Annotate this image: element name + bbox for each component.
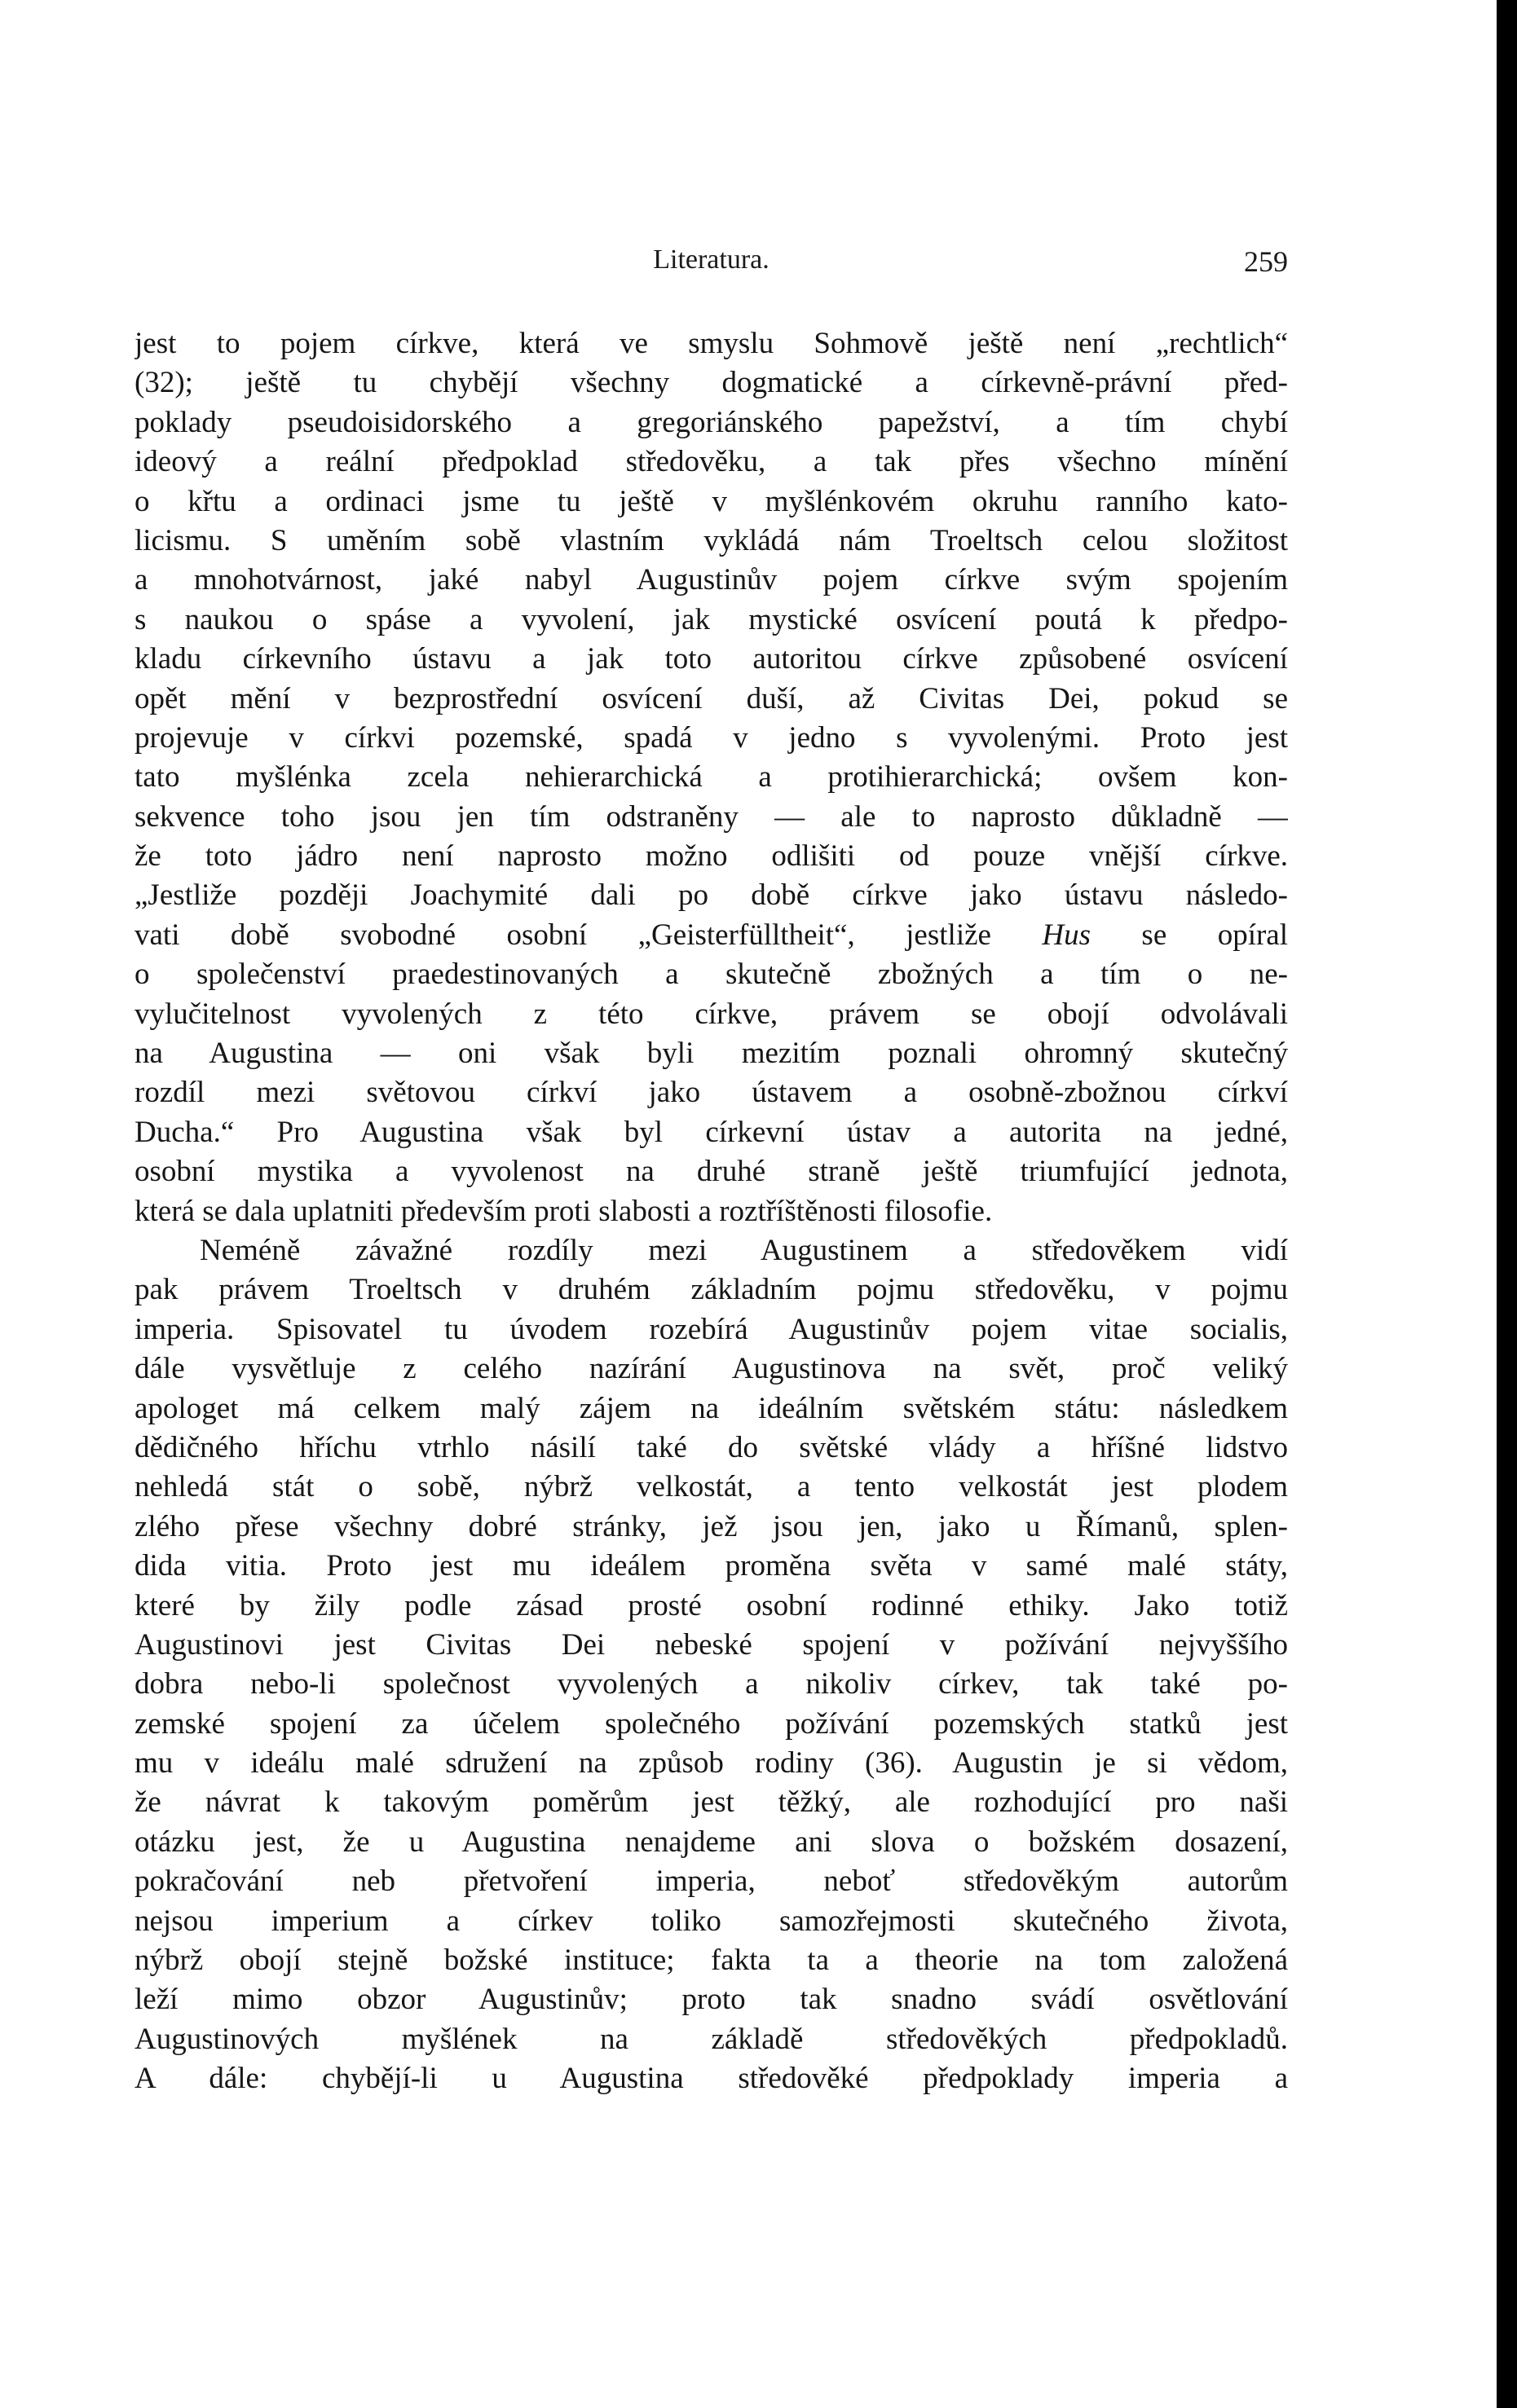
- text-line: a mnohotvárnost, jaké nabyl Augustinův pojem církve svým spojením: [135, 563, 1288, 597]
- running-title: Literatura.: [653, 244, 770, 275]
- text-line: o křtu a ordinaci jsme tu ještě v myšlénkovém okruhu ranního kato-: [135, 484, 1288, 518]
- text-line: (32); ještě tu chybějí všechny dogmatické a církevně-právní před-: [135, 366, 1288, 400]
- text-line: Ducha.“ Pro Augustina však byl církevní ústav a autorita na jedné,: [135, 1115, 1288, 1149]
- text-line: „Jestliže později Joachymité dali po době církve jako ústavu následo-: [135, 878, 1288, 913]
- text-line: mu v ideálu malé sdružení na způsob rodiny (36). Augustin je si vědom,: [135, 1746, 1288, 1781]
- text-line: nehledá stát o sobě, nýbrž velkostát, a tento velkostát jest plodem: [135, 1470, 1288, 1504]
- text-line: tato myšlénka zcela nehierarchická a protihierarchická; ovšem kon-: [135, 760, 1288, 795]
- text-line: dědičného hříchu vtrhlo násilí také do světské vlády a hříšné lidstvo: [135, 1430, 1288, 1464]
- text-line: nejsou imperium a církev toliko samozřejmosti skutečného života,: [135, 1904, 1288, 1938]
- text-line: dobra nebo-li společnost vyvolených a nikoliv církev, tak také po-: [135, 1667, 1288, 1701]
- text-line: vati době svobodné osobní „Geisterfülltheit“, jestliže Hus se opíral: [135, 918, 1288, 952]
- text-line: licismu. S uměním sobě vlastním vykládá nám Troeltsch celou složitost: [135, 523, 1288, 557]
- text-line: osobní mystika a vyvolenost na druhé straně ještě triumfující jednota,: [135, 1155, 1288, 1189]
- page-header: [135, 244, 1288, 277]
- text-line: které by žily podle zásad prosté osobní rodinné ethiky. Jako totiž: [135, 1588, 1288, 1622]
- text-line: zlého přese všechny dobré stránky, jež jsou jen, jako u Římanů, splen-: [135, 1509, 1288, 1543]
- text-line: dida vitia. Proto jest mu ideálem proměna světa v samé malé státy,: [135, 1549, 1288, 1583]
- text-line: apologet má celkem malý zájem na ideálním světském státu: následkem: [135, 1391, 1288, 1425]
- text-line: projevuje v církvi pozemské, spadá v jedno s vyvolenými. Proto jest: [135, 720, 1288, 755]
- text-line: že toto jádro není naprosto možno odlišiti od pouze vnější církve.: [135, 839, 1288, 874]
- text-line: ideový a reální předpoklad středověku, a tak přes všechno mínění: [135, 445, 1288, 479]
- text-line: imperia. Spisovatel tu úvodem rozebírá Augustinův pojem vitae socialis,: [135, 1312, 1288, 1346]
- text-line: jest to pojem církve, která ve smyslu Sohmově ještě není „rechtlich“: [135, 327, 1288, 360]
- text-line: dále vysvětluje z celého nazírání Augustinova na svět, proč veliký: [135, 1352, 1288, 1386]
- text-line: s naukou o spáse a vyvolení, jak mystické osvícení poutá k předpo-: [135, 602, 1288, 636]
- text-line: že návrat k takovým poměrům jest těžký, ale rozhodující pro naši: [135, 1785, 1288, 1820]
- text-line: o společenství praedestinovaných a skutečně zbožných a tím o ne-: [135, 957, 1288, 992]
- text-line: rozdíl mezi světovou církví jako ústavem a osobně-zbožnou církví: [135, 1076, 1288, 1110]
- text-line: nýbrž obojí stejně božské instituce; fakta ta a theorie na tom založená: [135, 1944, 1288, 1978]
- text-line: leží mimo obzor Augustinův; proto tak snadno svádí osvětlování: [135, 1983, 1288, 2017]
- text-line-paragraph-start: Neméně závažné rozdíly mezi Augustinem a středověkem vidí: [200, 1233, 1288, 1267]
- body-text: [135, 324, 1288, 2099]
- text-line: Augustinových myšlének na základě středověkých předpokladů.: [135, 2022, 1288, 2056]
- text-line: která se dala uplatniti především proti slabosti a roztříštěnosti filosofie.: [135, 1194, 993, 1228]
- text-line: na Augustina — oni však byli mezitím poznali ohromný skutečný: [135, 1037, 1288, 1071]
- italic-name: Hus: [1042, 918, 1091, 952]
- text-line: kladu církevního ústavu a jak toto autoritou církve způsobené osvícení: [135, 642, 1288, 676]
- text-line: vylučitelnost vyvolených z této církve, právem se obojí odvolávali: [135, 997, 1288, 1031]
- text-line: pokračování neb přetvoření imperia, neboť středověkým autorům: [135, 1864, 1288, 1899]
- text-line: Augustinovi jest Civitas Dei nebeské spojení v požívání nejvyššího: [135, 1627, 1288, 1662]
- text-line: opět mění v bezprostřední osvícení duší, až Civitas Dei, pokud se: [135, 681, 1288, 715]
- text-line: otázku jest, že u Augustina nenajdeme ani slova o božském dosazení,: [135, 1825, 1288, 1859]
- text-line: sekvence toho jsou jen tím odstraněny — ale to naprosto důkladně —: [135, 799, 1288, 834]
- text-line: zemské spojení za účelem společného požívání pozemských statků jest: [135, 1706, 1288, 1741]
- text-line: A dále: chybějí-li u Augustina středověké předpoklady imperia a: [135, 2062, 1288, 2096]
- text-line: pak právem Troeltsch v druhém základním pojmu středověku, v pojmu: [135, 1273, 1288, 1307]
- page-number: 259: [1244, 245, 1288, 278]
- text-line: poklady pseudoisidorského a gregoriánského papežství, a tím chybí: [135, 405, 1288, 439]
